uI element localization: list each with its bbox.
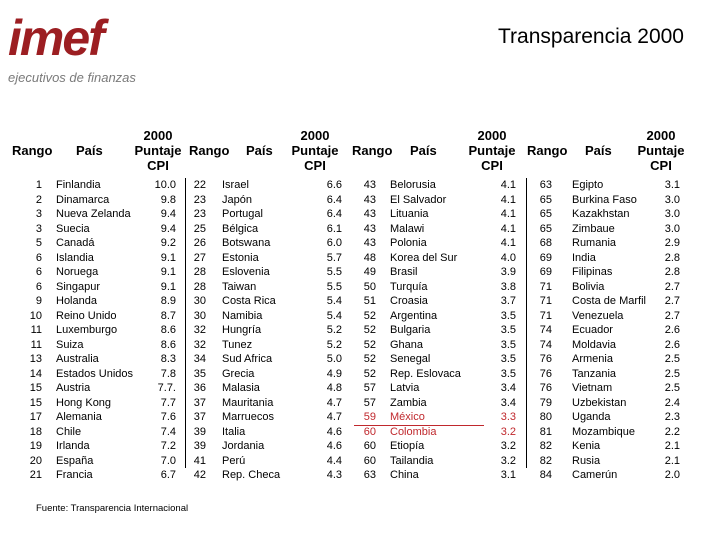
- puntaje-cell: 7.0: [160, 454, 176, 467]
- puntaje-cell: 2.1: [664, 454, 680, 467]
- paise-cell: Nueva Zelanda: [56, 208, 131, 220]
- puntaje-cell: 5.7: [326, 251, 342, 264]
- rango-cell: 52: [363, 367, 376, 380]
- rango-cell: 19: [29, 440, 42, 452]
- rango-cell: 59: [363, 411, 376, 423]
- header-score-sub: CPI: [147, 158, 169, 173]
- puntaje-cell: 9.4: [160, 222, 176, 235]
- pais-column-3: [390, 178, 461, 483]
- rango-cell: 60: [363, 425, 376, 438]
- source-note: Fuente: Transparencia Internacional: [36, 503, 189, 514]
- header-rango-3: Rango: [352, 143, 393, 158]
- rango-cell: 60: [363, 440, 376, 452]
- paise-cell: Turquía: [390, 280, 428, 293]
- rango-cell: 82: [539, 454, 552, 467]
- rango-cell: 69: [539, 266, 552, 278]
- header-score-sub: CPI: [650, 158, 672, 173]
- puntaje-cell: 6.4: [326, 208, 342, 220]
- header-pais-3: País: [410, 143, 437, 158]
- rango-cell: 6: [35, 280, 42, 293]
- puntaje-cell: 6.7: [160, 469, 176, 481]
- paise-cell: Suiza: [56, 338, 84, 351]
- rango-cell: 82: [539, 440, 552, 452]
- rango-cell: 21: [29, 469, 42, 481]
- puntaje-cell: 3.7: [500, 295, 516, 307]
- puntaje-cell: 9.8: [160, 193, 176, 206]
- paise-cell: Filipinas: [572, 266, 613, 278]
- puntaje-column-1: [142, 178, 176, 483]
- column-divider: [526, 178, 527, 468]
- paise-cell: Dinamarca: [56, 193, 110, 206]
- puntaje-cell: 7.6: [160, 411, 176, 423]
- puntaje-cell: 9.1: [160, 251, 176, 264]
- rango-cell: 69: [539, 251, 552, 264]
- rango-cell: 27: [193, 251, 206, 264]
- puntaje-cell: 8.3: [160, 353, 176, 365]
- puntaje-cell: 8.7: [160, 309, 176, 322]
- rango-cell: 52: [363, 309, 376, 322]
- paise-cell: España: [56, 454, 94, 467]
- rango-cell: 20: [29, 454, 42, 467]
- puntaje-cell: 4.1: [500, 222, 516, 235]
- paise-cell: Australia: [56, 353, 99, 365]
- puntaje-cell: 3.8: [500, 280, 516, 293]
- puntaje-cell: 3.0: [664, 208, 680, 220]
- paise-cell: Sud Africa: [222, 353, 273, 365]
- rango-cell: 1: [35, 179, 42, 191]
- header-rango-4: Rango: [527, 143, 568, 158]
- rango-cell: 30: [193, 309, 206, 322]
- rango-cell: 39: [193, 440, 206, 452]
- rango-cell: 71: [539, 295, 552, 307]
- header-pais-4: País: [585, 143, 612, 158]
- puntaje-cell: 3.5: [500, 324, 516, 336]
- paise-cell: El Salvador: [390, 193, 447, 206]
- rango-cell: 23: [193, 193, 206, 206]
- rango-cell: 6: [35, 251, 42, 264]
- paise-cell: Korea del Sur: [390, 251, 458, 264]
- puntaje-column-2: [310, 178, 342, 483]
- paise-cell: Tailandia: [390, 454, 434, 467]
- paise-cell: Zambia: [390, 396, 427, 409]
- puntaje-cell: 4.0: [500, 251, 516, 264]
- header-pais-2: País: [246, 143, 273, 158]
- paise-cell: Costa Rica: [222, 295, 276, 307]
- rango-cell: 76: [539, 382, 552, 394]
- header-score-label: Puntaje: [291, 143, 339, 158]
- paise-cell: Brasil: [390, 266, 418, 278]
- rango-cell: 43: [363, 208, 376, 220]
- puntaje-cell: 9.1: [160, 280, 176, 293]
- puntaje-cell: 2.7: [664, 280, 680, 293]
- paise-cell: China: [390, 469, 419, 481]
- paise-cell: India: [572, 251, 596, 264]
- rango-cell: 71: [539, 280, 552, 293]
- rango-cell: 65: [539, 222, 552, 235]
- puntaje-cell: 5.2: [326, 324, 342, 336]
- header-pais-1: País: [76, 143, 103, 158]
- rango-cell: 79: [539, 396, 552, 409]
- paise-cell: Etiopía: [390, 440, 425, 452]
- paise-cell: Moldavia: [572, 338, 617, 351]
- paise-cell: Portugal: [222, 208, 263, 220]
- rango-cell: 22: [193, 179, 206, 191]
- puntaje-cell: 6.0: [326, 237, 342, 249]
- paise-cell: Jordania: [222, 440, 265, 452]
- paise-cell: Canadá: [56, 237, 95, 249]
- paise-cell: Mauritania: [222, 396, 274, 409]
- paise-cell: Alemania: [56, 411, 102, 423]
- paise-cell: Armenia: [572, 353, 613, 365]
- puntaje-cell: 2.5: [664, 367, 680, 380]
- rango-cell: 52: [363, 324, 376, 336]
- logo-wordmark: imef: [8, 10, 103, 66]
- puntaje-cell: 2.7: [664, 309, 680, 322]
- rango-cell: 11: [30, 338, 42, 351]
- rango-cell: 30: [193, 295, 206, 307]
- rango-cell: 68: [539, 237, 552, 249]
- puntaje-cell: 3.2: [500, 454, 516, 467]
- rango-cell: 13: [29, 353, 42, 365]
- puntaje-cell: 9.4: [160, 208, 176, 220]
- paise-cell: Namibia: [222, 309, 263, 322]
- rango-cell: 84: [539, 469, 552, 481]
- rango-cell: 63: [363, 469, 376, 481]
- paise-cell: Tanzania: [572, 367, 617, 380]
- paise-cell: Senegal: [390, 353, 431, 365]
- rango-cell: 32: [193, 338, 206, 351]
- paise-cell: Bulgaria: [390, 324, 431, 336]
- page-title: Transparencia 2000: [497, 25, 684, 48]
- rango-cell: 9: [35, 295, 42, 307]
- header-puntaje-2: [285, 128, 345, 173]
- puntaje-cell: 3.0: [664, 222, 680, 235]
- paise-cell: Botswana: [222, 237, 271, 249]
- paise-cell: Egipto: [572, 179, 604, 191]
- rango-cell: 50: [363, 280, 376, 293]
- puntaje-cell: 3.5: [500, 309, 516, 322]
- puntaje-cell: 6.6: [326, 179, 342, 191]
- puntaje-cell: 7.8: [160, 367, 176, 380]
- puntaje-cell: 4.9: [326, 367, 342, 380]
- rango-cell: 57: [363, 396, 376, 409]
- puntaje-cell: 3.5: [500, 338, 516, 351]
- puntaje-cell: 2.7: [664, 295, 680, 307]
- paise-cell: Argentina: [390, 309, 438, 322]
- pais-column-2: [222, 178, 280, 483]
- highlight-underline: [354, 425, 484, 426]
- puntaje-cell: 3.4: [500, 396, 516, 409]
- puntaje-cell: 3.5: [500, 367, 516, 380]
- puntaje-cell: 3.1: [664, 179, 680, 191]
- rango-column-3: [354, 178, 376, 483]
- puntaje-cell: 4.7: [326, 396, 342, 409]
- rango-cell: 42: [193, 469, 206, 481]
- paise-cell: Austria: [56, 382, 91, 394]
- paise-cell: Kazakhstan: [572, 208, 630, 220]
- puntaje-cell: 7.4: [160, 425, 176, 438]
- rango-cell: 15: [29, 382, 42, 394]
- rango-cell: 48: [363, 251, 376, 264]
- header-year: 2000: [646, 128, 676, 143]
- puntaje-cell: 5.0: [326, 353, 342, 365]
- paise-cell: Noruega: [56, 266, 99, 278]
- pais-column-4: [572, 178, 646, 483]
- puntaje-cell: 4.1: [500, 179, 516, 191]
- paise-cell: Uzbekistan: [572, 396, 627, 409]
- puntaje-cell: 3.2: [500, 440, 516, 452]
- rango-cell: 65: [539, 208, 552, 220]
- paise-cell: Hungría: [222, 324, 262, 336]
- rango-cell: 76: [539, 353, 552, 365]
- paise-cell: Kenia: [572, 440, 601, 452]
- puntaje-cell: 5.5: [326, 266, 342, 278]
- header-puntaje-3: [462, 128, 522, 173]
- puntaje-cell: 2.6: [664, 338, 680, 351]
- rango-cell: 3: [35, 208, 42, 220]
- paise-cell: Polonia: [390, 237, 427, 249]
- header-puntaje-1: [128, 128, 188, 173]
- puntaje-column-3: [484, 178, 516, 483]
- puntaje-column-4: [648, 178, 680, 483]
- puntaje-cell: 3.3: [500, 411, 516, 423]
- paise-cell: Bolivia: [572, 280, 605, 293]
- rango-cell: 3: [35, 222, 42, 235]
- puntaje-cell: 9.2: [160, 237, 176, 249]
- rango-cell: 37: [193, 411, 206, 423]
- rango-cell: 15: [29, 396, 42, 409]
- puntaje-cell: 6.1: [326, 222, 342, 235]
- puntaje-cell: 5.4: [326, 295, 342, 307]
- column-divider: [185, 178, 186, 468]
- puntaje-cell: 2.8: [664, 266, 680, 278]
- paise-cell: Malasia: [222, 382, 260, 394]
- paise-cell: Costa de Marfil: [572, 295, 646, 307]
- puntaje-cell: 3.1: [500, 469, 516, 481]
- puntaje-cell: 8.9: [160, 295, 176, 307]
- puntaje-cell: 2.3: [664, 411, 680, 423]
- paise-cell: Francia: [56, 469, 93, 481]
- paise-cell: Croasia: [390, 295, 428, 307]
- puntaje-cell: 2.4: [664, 396, 680, 409]
- paise-cell: Taiwan: [222, 280, 257, 293]
- paise-cell: Ghana: [390, 338, 424, 351]
- header-puntaje-4: [631, 128, 691, 173]
- rango-cell: 25: [193, 222, 206, 235]
- paise-cell: Tunez: [222, 338, 253, 351]
- puntaje-cell: 6.4: [326, 193, 342, 206]
- paise-cell: Rep. Checa: [222, 469, 281, 481]
- paise-cell: Reino Unido: [56, 309, 117, 322]
- rango-cell: 60: [363, 454, 376, 467]
- puntaje-cell: 2.6: [664, 324, 680, 336]
- paise-cell: Uganda: [572, 411, 611, 423]
- puntaje-cell: 7.2: [160, 440, 176, 452]
- header-score-sub: CPI: [481, 158, 503, 173]
- pais-column-1: [56, 178, 133, 483]
- rango-cell: 43: [363, 193, 376, 206]
- puntaje-cell: 2.9: [664, 237, 680, 249]
- header-rango-1: Rango: [12, 143, 53, 158]
- paise-cell: Estados Unidos: [56, 367, 134, 380]
- rango-cell: 71: [539, 309, 552, 322]
- rango-cell: 51: [363, 295, 376, 307]
- paise-cell: Rep. Eslovaca: [390, 367, 461, 380]
- rango-cell: 39: [193, 425, 206, 438]
- paise-cell: Israel: [222, 179, 249, 191]
- paise-cell: Camerún: [572, 469, 618, 481]
- puntaje-cell: 8.6: [160, 324, 176, 336]
- puntaje-cell: 5.2: [326, 338, 342, 351]
- paise-cell: Lituania: [390, 208, 429, 220]
- header-year: 2000: [300, 128, 330, 143]
- puntaje-cell: 4.1: [500, 193, 516, 206]
- rango-cell: 17: [29, 411, 42, 423]
- paise-cell: Perú: [222, 454, 246, 467]
- paise-cell: México: [390, 411, 425, 423]
- rango-cell: 43: [363, 237, 376, 249]
- puntaje-cell: 5.5: [326, 280, 342, 293]
- imef-logo: [4, 8, 144, 88]
- rango-cell: 43: [363, 179, 376, 191]
- rango-cell: 57: [363, 382, 376, 394]
- rango-cell: 80: [539, 411, 552, 423]
- rango-cell: 81: [539, 425, 552, 438]
- paise-cell: Finlandia: [56, 179, 101, 191]
- puntaje-cell: 4.7: [326, 411, 342, 423]
- header-score-label: Puntaje: [468, 143, 516, 158]
- puntaje-cell: 8.6: [160, 338, 176, 351]
- puntaje-cell: 2.5: [664, 353, 680, 365]
- puntaje-cell: 4.1: [500, 208, 516, 220]
- rango-column-2: [190, 178, 206, 483]
- paise-cell: Eslovenia: [222, 266, 270, 278]
- paise-cell: Marruecos: [222, 411, 274, 423]
- puntaje-cell: 7.7.: [157, 382, 176, 394]
- puntaje-cell: 3.2: [500, 425, 516, 438]
- paise-cell: Bélgica: [222, 222, 259, 235]
- puntaje-cell: 2.1: [664, 440, 680, 452]
- paise-cell: Irlanda: [56, 440, 90, 452]
- puntaje-cell: 3.4: [500, 382, 516, 394]
- puntaje-cell: 2.5: [664, 382, 680, 394]
- paise-cell: Vietnam: [572, 382, 613, 394]
- paise-cell: Grecia: [222, 367, 255, 380]
- rango-cell: 2: [35, 193, 42, 206]
- puntaje-cell: 2.0: [664, 469, 680, 481]
- paise-cell: Hong Kong: [56, 396, 112, 409]
- header-year: 2000: [143, 128, 173, 143]
- rango-cell: 41: [193, 454, 206, 467]
- header-score-label: Puntaje: [134, 143, 182, 158]
- puntaje-cell: 4.4: [326, 454, 342, 467]
- paise-cell: Japón: [222, 193, 252, 206]
- puntaje-cell: 7.7: [160, 396, 176, 409]
- puntaje-cell: 4.6: [326, 425, 342, 438]
- rango-cell: 35: [193, 367, 206, 380]
- rango-column-1: [22, 178, 42, 483]
- paise-cell: Latvia: [390, 382, 420, 394]
- paise-cell: Luxemburgo: [56, 324, 118, 336]
- puntaje-cell: 5.4: [326, 309, 342, 322]
- rango-column-4: [532, 178, 552, 483]
- rango-cell: 36: [193, 382, 206, 394]
- header-score-label: Puntaje: [637, 143, 685, 158]
- paise-cell: Suecia: [56, 222, 90, 235]
- paise-cell: Venezuela: [572, 309, 624, 322]
- paise-cell: Malawi: [390, 222, 425, 235]
- paise-cell: Mozambique: [572, 425, 635, 438]
- header-year: 2000: [477, 128, 507, 143]
- rango-cell: 28: [193, 266, 206, 278]
- rango-cell: 34: [193, 353, 206, 365]
- rango-cell: 74: [539, 338, 552, 351]
- logo-tagline: ejecutivos de finanzas: [8, 70, 136, 85]
- rango-cell: 52: [363, 353, 376, 365]
- header-rango-2: Rango: [189, 143, 230, 158]
- rango-cell: 74: [539, 324, 552, 336]
- rango-cell: 28: [193, 280, 206, 293]
- rango-cell: 76: [539, 367, 552, 380]
- paise-cell: Holanda: [56, 295, 97, 307]
- paise-cell: Colombia: [390, 425, 437, 438]
- puntaje-cell: 2.2: [664, 425, 680, 438]
- paise-cell: Rusia: [572, 454, 601, 467]
- paise-cell: Ecuador: [572, 324, 613, 336]
- rango-cell: 11: [30, 324, 42, 336]
- rango-cell: 52: [363, 338, 376, 351]
- paise-cell: Estonia: [222, 251, 259, 264]
- rango-cell: 26: [193, 237, 206, 249]
- puntaje-cell: 10.0: [154, 179, 176, 191]
- rango-cell: 5: [35, 237, 42, 249]
- paise-cell: Burkina Faso: [572, 193, 637, 206]
- rango-cell: 10: [29, 309, 42, 322]
- rango-cell: 63: [539, 179, 552, 191]
- rango-cell: 23: [193, 208, 206, 220]
- rango-cell: 37: [193, 396, 206, 409]
- rango-cell: 18: [29, 425, 42, 438]
- puntaje-cell: 4.3: [326, 469, 342, 481]
- rango-cell: 49: [363, 266, 376, 278]
- paise-cell: Chile: [56, 425, 82, 438]
- puntaje-cell: 3.0: [664, 193, 680, 206]
- rango-cell: 6: [35, 266, 42, 278]
- puntaje-cell: 9.1: [160, 266, 176, 278]
- paise-cell: Islandia: [56, 251, 94, 264]
- puntaje-cell: 3.9: [500, 266, 516, 278]
- rango-cell: 43: [363, 222, 376, 235]
- rango-cell: 32: [193, 324, 206, 336]
- puntaje-cell: 4.6: [326, 440, 342, 452]
- paise-cell: Singapur: [56, 280, 101, 293]
- puntaje-cell: 4.1: [500, 237, 516, 249]
- header-score-sub: CPI: [304, 158, 326, 173]
- paise-cell: Zimbaue: [572, 222, 615, 235]
- puntaje-cell: 2.8: [664, 251, 680, 264]
- puntaje-cell: 4.8: [326, 382, 342, 394]
- paise-cell: Belorusia: [390, 179, 436, 191]
- rango-cell: 14: [29, 367, 42, 380]
- paise-cell: Italia: [222, 425, 246, 438]
- paise-cell: Rumania: [572, 237, 617, 249]
- rango-cell: 65: [539, 193, 552, 206]
- puntaje-cell: 3.5: [500, 353, 516, 365]
